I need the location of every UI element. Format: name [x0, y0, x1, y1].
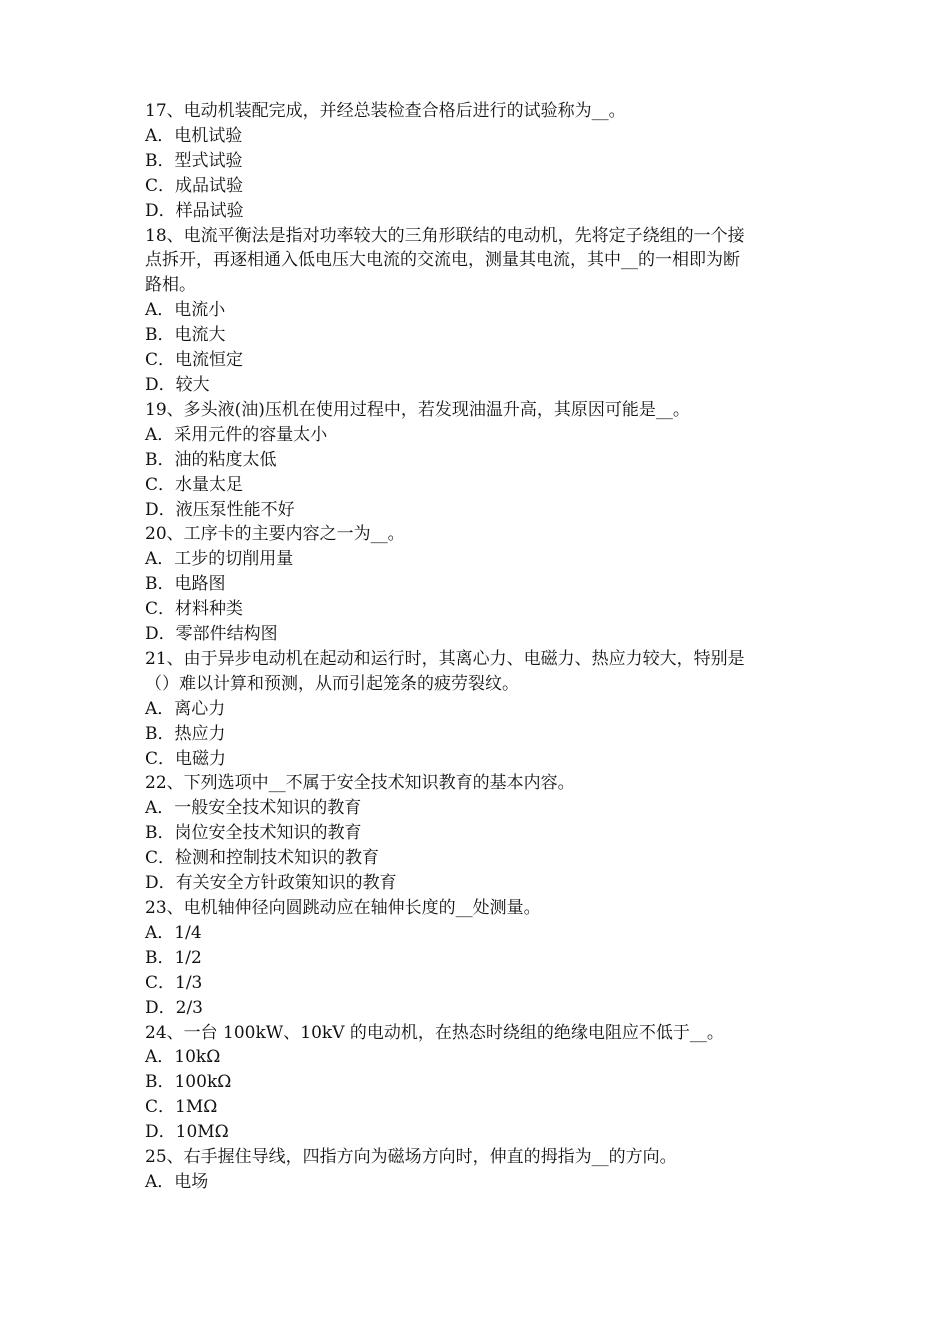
answer-option: C．水量太足 [145, 474, 244, 495]
question-stem-line: 23、电机轴伸径向圆跳动应在轴伸长度的__处测量。 [145, 898, 541, 918]
answer-option: A．一般安全技术知识的教育 [145, 798, 362, 819]
answer-option: B．油的粘度太低 [145, 449, 277, 470]
question-stem-line: 19、多头液(油)压机在使用过程中，若发现油温升高，其原因可能是__。 [145, 399, 690, 420]
document-body [145, 99, 825, 1195]
answer-option: B．电流大 [145, 325, 226, 346]
question-stem-line: 21、由于异步电动机在起动和运行时，其离心力、电磁力、热应力较大，特别是 [145, 648, 745, 669]
answer-option: D．2/3 [145, 997, 203, 1018]
question-block [145, 1145, 825, 1195]
answer-option: A．1/4 [145, 922, 202, 943]
answer-option: A．10kΩ [145, 1047, 221, 1068]
question-stem-line: 17、电动机装配完成，并经总装检查合格后进行的试验称为__。 [145, 101, 626, 121]
question-block [145, 771, 825, 896]
answer-option: B．100kΩ [145, 1072, 232, 1093]
answer-option: C．电磁力 [145, 748, 227, 769]
question-stem-line: （）难以计算和预测，从而引起笼条的疲劳裂纹。 [145, 673, 519, 694]
answer-option: D．零部件结构图 [145, 624, 278, 645]
question-block [145, 896, 825, 1021]
answer-option: C．1/3 [145, 972, 203, 993]
question-block [145, 398, 825, 523]
question-stem-line: 20、工序卡的主要内容之一为__。 [145, 524, 405, 545]
answer-option: A．电流小 [145, 300, 226, 321]
question-block [145, 99, 825, 224]
answer-option: D．样品试验 [145, 200, 244, 221]
answer-option: A．采用元件的容量太小 [145, 424, 328, 445]
answer-option: C．成品试验 [145, 175, 244, 196]
question-block [145, 647, 825, 772]
question-stem-line: 25、右手握住导线，四指方向为磁场方向时，伸直的拇指为__的方向。 [145, 1147, 677, 1168]
question-stem-line: 22、下列选项中__不属于安全技术知识教育的基本内容。 [145, 773, 575, 794]
answer-option: C．电流恒定 [145, 350, 244, 371]
question-stem-line: 24、一台 100kW、10kV 的电动机，在热态时绕组的绝缘电阻应不低于__。 [145, 1022, 724, 1043]
answer-option: D．较大 [145, 374, 210, 395]
answer-option: D．10MΩ [145, 1122, 229, 1143]
answer-option: A．电场 [145, 1171, 209, 1192]
answer-option: A．工步的切削用量 [145, 549, 294, 570]
question-stem-line: 路相。 [145, 275, 196, 296]
question-block [145, 522, 825, 647]
answer-option: D．有关安全方针政策知识的教育 [145, 873, 397, 894]
answer-option: D．液压泵性能不好 [145, 499, 295, 520]
answer-option: A．离心力 [145, 698, 226, 719]
answer-option: A．电机试验 [145, 125, 243, 146]
answer-option: B．型式试验 [145, 150, 243, 171]
answer-option: C．检测和控制技术知识的教育 [145, 848, 380, 869]
question-stem-line: 点拆开，再逐相通入低电压大电流的交流电，测量其电流，其中__的一相即为断 [145, 250, 740, 271]
answer-option: C．1MΩ [145, 1097, 218, 1118]
answer-option: B．热应力 [145, 723, 226, 744]
answer-option: B．岗位安全技术知识的教育 [145, 823, 362, 844]
answer-option: B．电路图 [145, 574, 226, 595]
answer-option: B．1/2 [145, 947, 202, 968]
question-block [145, 1021, 825, 1146]
question-stem-line: 18、电流平衡法是指对功率较大的三角形联结的电动机，先将定子绕组的一个接 [145, 225, 745, 246]
question-block [145, 224, 825, 398]
answer-option: C．材料种类 [145, 599, 244, 620]
